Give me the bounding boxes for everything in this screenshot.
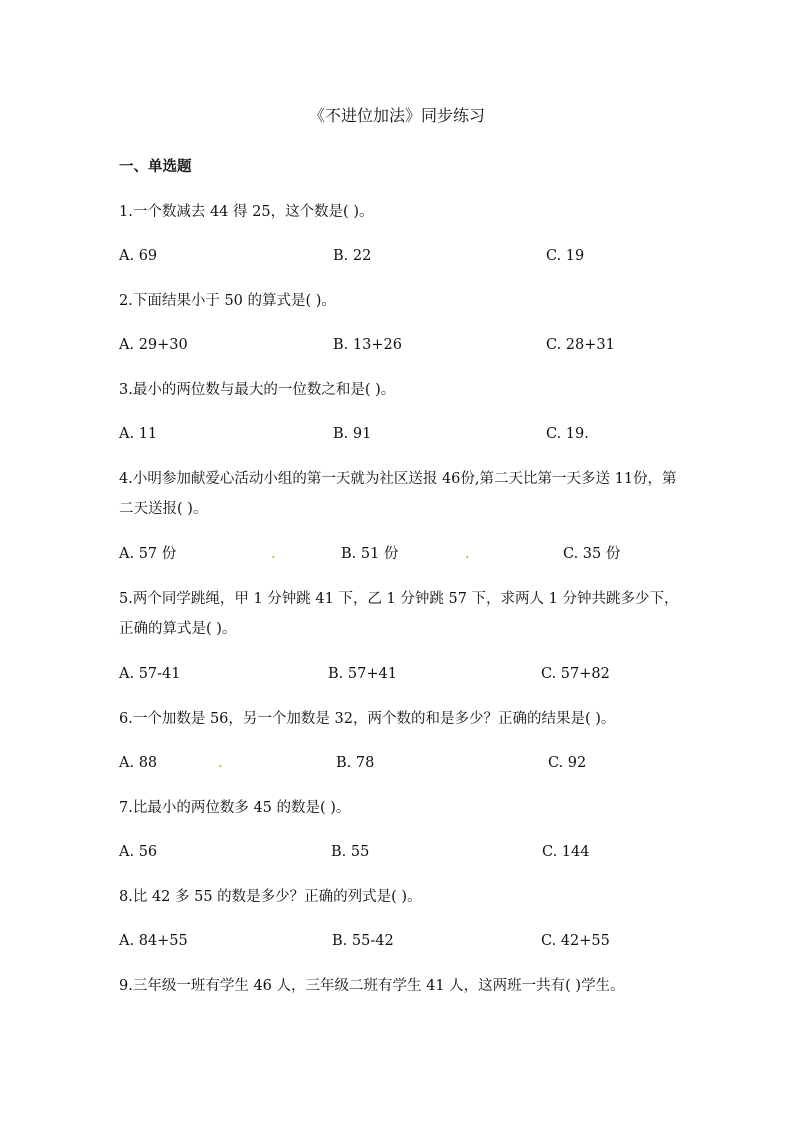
q8-option-c: C. 42+55 bbox=[541, 933, 610, 949]
question-3: 3.最小的两位数与最大的一位数之和是( )。 bbox=[119, 382, 396, 398]
question-9: 9.三年级一班有学生 46 人，三年级二班有学生 41 人，这两班一共有( )学生。 bbox=[119, 978, 625, 994]
question-7: 7.比最小的两位数多 45 的数是( )。 bbox=[119, 800, 351, 816]
q1-option-b: B. 22 bbox=[333, 248, 372, 264]
q2-option-c: C. 28+31 bbox=[546, 337, 615, 353]
question-6: 6.一个加数是 56，另一个加数是 32，两个数的和是多少？正确的结果是( )。 bbox=[119, 711, 616, 727]
q1-option-a: A. 69 bbox=[119, 248, 158, 264]
question-1: 1.一个数减去 44 得 25，这个数是( )。 bbox=[119, 204, 374, 220]
stray-mark: . bbox=[271, 546, 276, 562]
stray-mark: . bbox=[465, 546, 470, 562]
q7-option-c: C. 144 bbox=[542, 844, 590, 860]
q4-option-a: A. 57 份 bbox=[119, 546, 177, 562]
q3-option-b: B. 91 bbox=[333, 426, 372, 442]
q8-option-a: A. 84+55 bbox=[119, 933, 188, 949]
q1-option-c: C. 19 bbox=[546, 248, 585, 264]
q2-option-b: B. 13+26 bbox=[333, 337, 402, 353]
worksheet-title: 《不进位加法》同步练习 bbox=[308, 106, 485, 125]
q6-option-a: A. 88 bbox=[119, 755, 158, 771]
question-8: 8.比 42 多 55 的数是多少？正确的列式是( )。 bbox=[119, 889, 422, 905]
q7-option-a: A. 56 bbox=[119, 844, 158, 860]
section-heading: 一、单选题 bbox=[119, 158, 192, 175]
q5-option-c: C. 57+82 bbox=[541, 666, 610, 682]
question-5: 5.两个同学跳绳，甲 1 分钟跳 41 下，乙 1 分钟跳 57 下，求两人 1 分钟共跳多少下，正确的算式是( )。 bbox=[119, 591, 679, 637]
stray-mark: . bbox=[218, 755, 223, 771]
q4-option-c: C. 35 份 bbox=[563, 546, 621, 562]
q8-option-b: B. 55-42 bbox=[332, 933, 394, 949]
q5-option-a: A. 57-41 bbox=[119, 666, 181, 682]
q3-option-a: A. 11 bbox=[119, 426, 158, 442]
q5-option-b: B. 57+41 bbox=[328, 666, 397, 682]
q3-option-c: C. 19. bbox=[546, 426, 589, 442]
q6-option-c: C. 92 bbox=[548, 755, 587, 771]
q2-option-a: A. 29+30 bbox=[119, 337, 188, 353]
q7-option-b: B. 55 bbox=[331, 844, 370, 860]
q4-option-b: B. 51 份 bbox=[341, 546, 399, 562]
q6-option-b: B. 78 bbox=[336, 755, 375, 771]
question-4: 4.小明参加献爱心活动小组的第一天就为社区送报 46份,第二天比第一天多送 11份，第二天送报( )。 bbox=[119, 471, 677, 517]
question-2: 2.下面结果小于 50 的算式是( )。 bbox=[119, 293, 336, 309]
